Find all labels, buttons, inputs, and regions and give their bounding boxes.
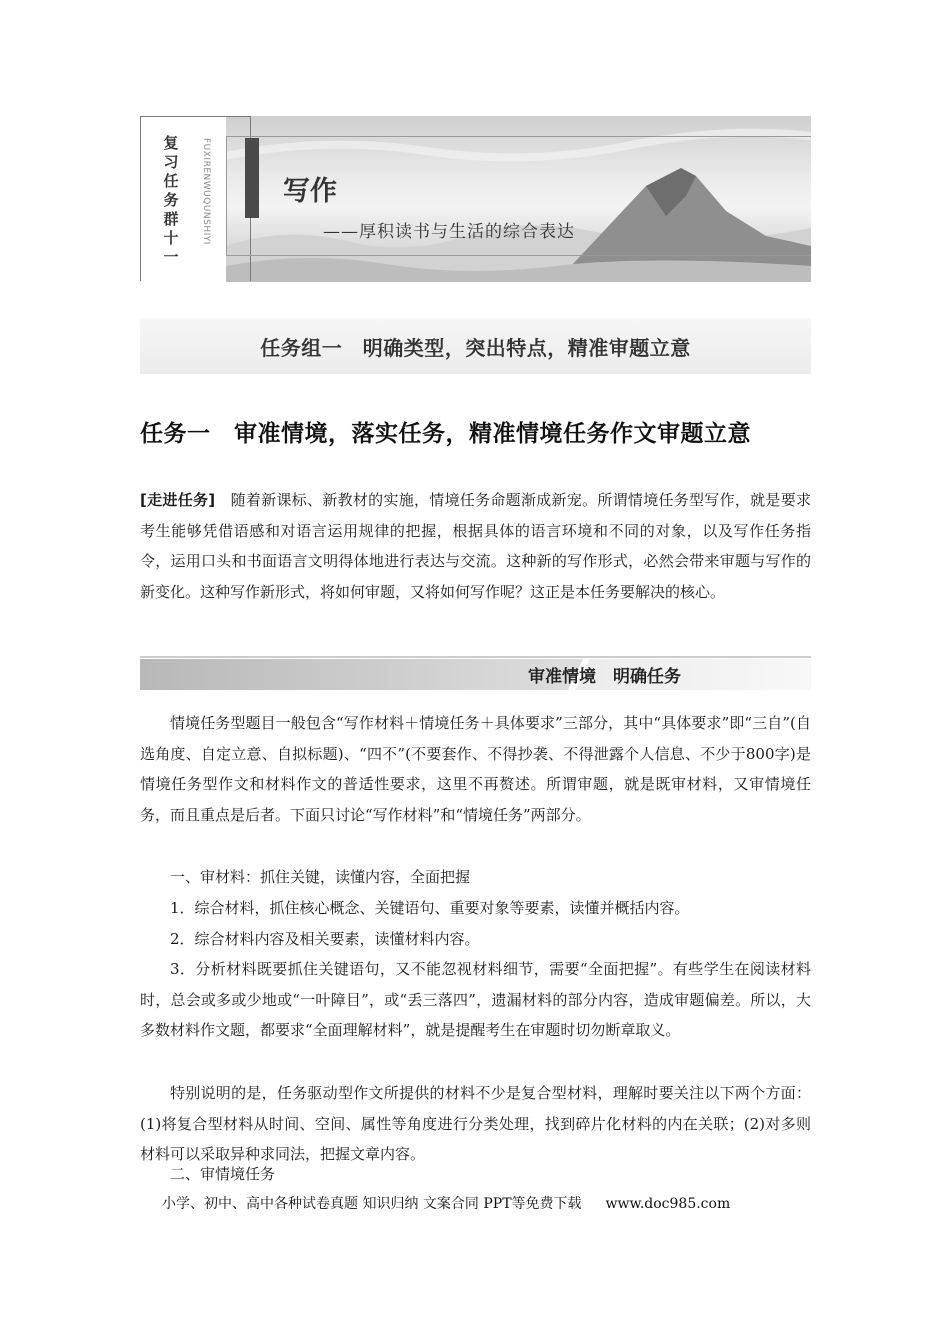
page-footer — [162, 1193, 730, 1213]
body-paragraph: 一、审材料：抓住关键，读懂内容，全面把握 — [170, 868, 471, 886]
header-banner — [140, 116, 811, 282]
accent-bar — [245, 138, 259, 218]
banner-title: 写作 — [283, 176, 337, 207]
body-paragraph: 3．分析材料既要抓住关键语句，又不能忽视材料细节，需要“全面把握”。有些学生在阅读材料时，总会或多或少地或“一叶障目”，或“丢三落四”，遗漏材料的部分内容，造成审题偏差。所以，大多数材料作文题，都要求“全面理解材料”，就是提醒考生在审题时切勿断章取义。 — [140, 960, 811, 1039]
body-paragraph: 1．综合材料，抓住核心概念、关键语句、重要对象等要素，读懂并概括内容。 — [170, 899, 690, 917]
banner-subtitle: ——厚积读书与生活的综合表达 — [323, 222, 575, 242]
footer-url-link[interactable]: www.doc985.com — [605, 1196, 731, 1212]
body-paragraph: 特别说明的是，任务驱动型作文所提供的材料不少是复合型材料，理解时要关注以下两个方面：(1)将复合型材料从时间、空间、属性等角度进行分类处理，找到碎片化材料的内在关联；(2)对多则材料可以采取异种求同法，把握文章内容。 — [140, 1084, 811, 1163]
intro-tag: [走进任务] — [140, 491, 216, 509]
body-paragraph: 2．综合材料内容及相关要素，读懂材料内容。 — [170, 930, 480, 948]
task-group-title: 任务组一 明确类型，突出特点，精准审题立意 — [260, 336, 691, 360]
intro-paragraph — [140, 485, 811, 607]
section-header-bar — [140, 656, 811, 690]
body-paragraph: 情境任务型题目一般包含“写作材料＋情境任务＋具体要求”三部分，其中“具体要求”即“三自”(自选角度、自定立意、自拟标题)、“四不”(不要套作、不得抄袭、不得泄露个人信息、不少于800字)是情境任务型作文和材料作文的普适性要求，这里不再赘述。所谓审题，就是既审材料，又审情境任务，而且重点是后者。下面只讨论“写作材料”和“情境任务”两部分。 — [140, 714, 811, 824]
intro-text: 随着新课标、新教材的实施，情境任务命题渐成新宠。所谓情境任务型写作，就是要求考生能够凭借语感和对语言运用规律的把握，根据具体的语言环境和不同的对象，以及写作任务指令，运用口头和书面语言文明得体地进行表达与交流。这种新的写作形式，必然会带来审题与写作的新变化。这种写作新形式，将如何审题，又将如何写作呢？这正是本任务要解决的核心。 — [140, 491, 811, 601]
footer-text: 小学、初中、高中各种试卷真题 知识归纳 文案合同 PPT等免费下载 — [162, 1196, 582, 1212]
section-title: 审准情境 明确任务 — [528, 667, 681, 687]
task-heading: 任务一 审准情境，落实任务，精准情境任务作文审题立意 — [140, 421, 751, 447]
vertical-series-title: 复习任务群十一 — [163, 134, 179, 266]
vertical-pinyin: FUXIRENWUQUNSHIYI — [201, 138, 211, 245]
body-paragraph: 二、审情境任务 — [170, 1165, 276, 1183]
task-group-bar — [140, 318, 811, 374]
